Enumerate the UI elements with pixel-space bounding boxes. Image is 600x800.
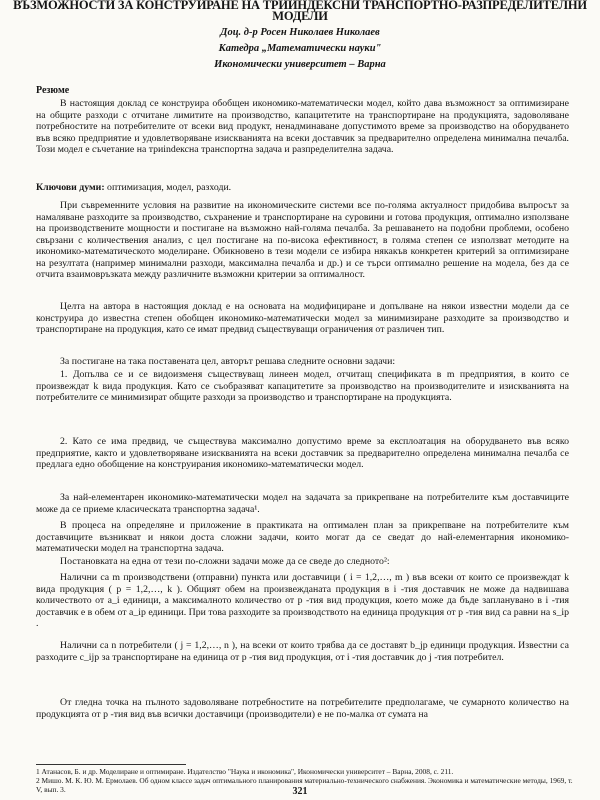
keywords-label: Ключови думи:	[36, 182, 105, 193]
abstract-label: Резюме	[36, 85, 70, 96]
body-paragraph-4: За най-елементарен икономико-математически модел на задачата за прикрепване на потребителите към доставчиците може да се приеме класическата транспортна задача¹.	[36, 492, 569, 515]
body-paragraph-9: От гледна точка на пълното задоволяване потребностите на потребителите предполагаме, че сумарното количество на продукцията от p -тия вид във всички доставчици (производители) е не по-малка от сумата на	[36, 697, 569, 720]
keywords-line	[36, 182, 569, 194]
body-paragraph-2: Целта на автора в настоящия доклад е на основата на модифициране и допълване на някои известни модели да се конструира до известна степен обобщен икономико-математически модел за минимизиране разходите за производство и транспортиране на продукция, като се имат предвид съществуващи ограничения от различен тип.	[36, 301, 569, 335]
body-paragraph-3: За постигане на така поставената цел, авторът решава следните основни задачи:	[60, 356, 396, 367]
body-paragraph-6: Постановката на една от тези по-сложни задачи може да се сведе до следното²:	[60, 556, 390, 567]
university-line: Икономически университет – Варна	[214, 59, 386, 70]
task-item-1: 1. Допълва се и се видоизменя съществуващ линеен модел, отчитащ спецификата в m предприятия, в които се произвеждат k вида продукция. Като се съобразяват капацитетите за производство на производителите и изискванията на потребителите се минимизират общите разходи за производство и транспортиране на продукцията.	[36, 369, 569, 403]
keywords-text: оптимизация, модел, разходи.	[107, 182, 232, 193]
task-item-2: 2. Като се има предвид, че съществува максимално допустимо време за експлоатация на оборудването във всяко предприятие, както и удовлетворяване изискванията на всеки доставчик за предварително определена минимална печалба се предлага едно обобщение на конструирания икономико-математически модел.	[36, 436, 569, 470]
body-paragraph-7: Налични са m производствени (отправни) пункта или доставчици ( i = 1,2,…, m ) във всеки от които се произвеждат k вида продукция ( p = 1,2,…, k ). Общият обем на произвежданата продукция в i -тия доставчик не може да надвишава количеството от a_i единици, а максималното количество от p -тия вид продукция, което може да бъде запланувано в i -тия доставчик е в обем от a_ip единици. При това разходите за производството на единица продукция от p -тия вид са равни на s_ip .	[36, 572, 569, 629]
body-paragraph-8: Налични са n потребители ( j = 1,2,…, n ), на всеки от които трябва да се доставят b_jp единици продукция. Известни са разходите c_ijp за транспортиране на единица от p -тия вид продукция, от i -тия доставчик до j -тия потребител.	[36, 640, 569, 663]
footnote-1: 1 Атанасов, Б. и др. Моделиране и оптимиране. Издателство "Наука и икономика", Икономически университет – Варна, 2008, с. 211.	[36, 767, 454, 776]
abstract-text: В настоящия доклад се конструира обобщен икономико-математически модел, който дава възможност за оптимизиране на общите разходи с отчитане лимитите на производство, капацитетите на транспортиране на продукцията, задоволяване потребностите на потребителите от всеки вид продукт, ненадминаване допустимото време за производство на оборудването във всяко предприятие и удовлетворяване изискванията на всеки доставчик за предварително определена минимална печалба. Този модел е съчетание на триindeксна транспортна задача и разпределителна задача.	[36, 98, 569, 155]
body-paragraph-1: При съвременните условия на развитие на икономическите системи все по-голяма актуалност придобива въпросът за намаляване разходите за производство, съхранение и транспортиране на суровини и готова продукция, оптимално използване на производствените мощности и постигане на възможно най-голяма печалба. За решаването на подобни проблеми, особено свързани с количествения анализ, с цел постигане на по-висока ефективност, в голяма степен се използват методите на икономико-математическото моделиране. Обикновено в тези модели се избира някакъв конкретен критерий за оптимизиране на резултата (например минимални разходи, максимална печалба и др.) и се търси оптимално решение на модела, без да се отчита взаимовръзката между различните възможни критерии за оптималност.	[36, 200, 569, 280]
author-line: Доц. д-р Росен Николаев Николаев	[220, 27, 380, 38]
footnote-divider	[36, 764, 186, 765]
body-paragraph-5: В процеса на определяне и приложение в практиката на оптимален план за прикрепване на потребителите към доставчиците възникват и някои доста сложни задачи, които могат да се сведат до най-елементарния икономико-математически модел на транспортна задача.	[36, 520, 569, 554]
footnote-2: 2 Мишо. М. К. Ю. М. Ермолаев. Об одном классе задач оптимального планирования материально-технического снабжения. Экономика и математические методы, 1969, т. V, вып. 3.	[36, 776, 573, 794]
page-number: 321	[292, 786, 308, 797]
paper-title: ВЪЗМОЖНОСТИ ЗА КОНСТРУИРАНЕ НА ТРИИНДЕКСНИ ТРАНСПОРТНО-РАЗПРЕДЕЛИТЕЛНИ МОДЕЛИ	[13, 0, 587, 23]
department-line: Катедра „Математически науки"	[218, 43, 382, 54]
